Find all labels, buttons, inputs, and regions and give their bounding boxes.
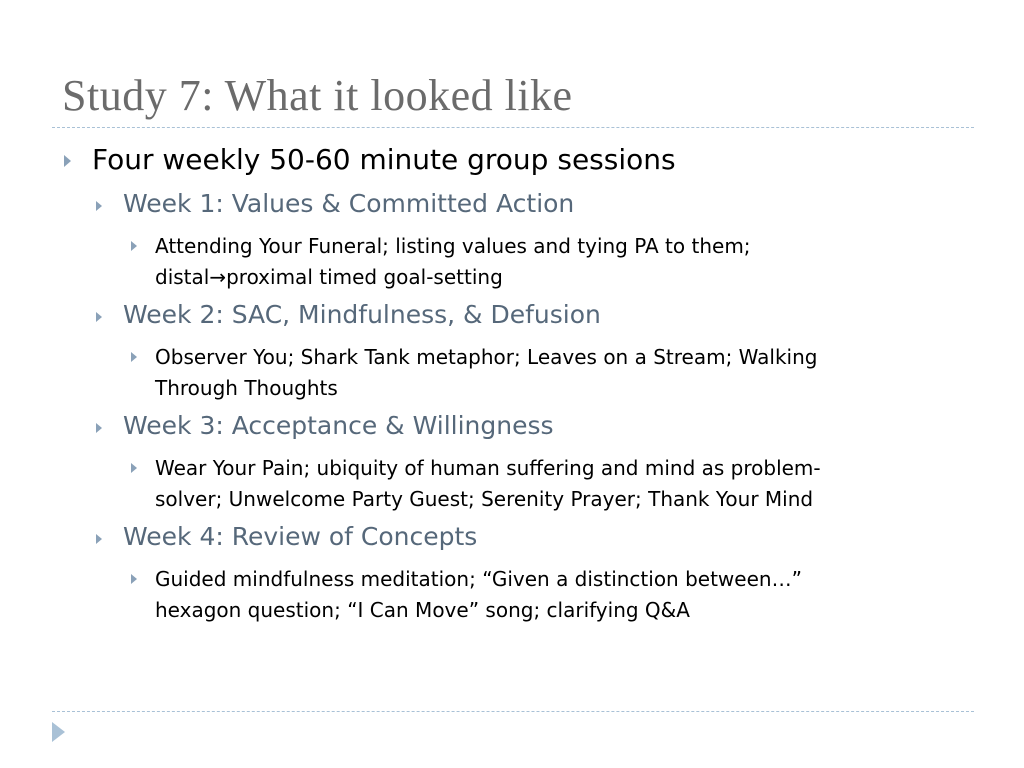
main-bullet: Four weekly 50-60 minute group sessions	[92, 143, 676, 176]
week-4-heading: Week 4: Review of Concepts	[123, 522, 478, 551]
week-4-detail-line-1: Guided mindfulness meditation; “Given a distinction between…”	[155, 567, 802, 591]
week-3-detail-line-2: solver; Unwelcome Party Guest; Serenity Prayer; Thank Your Mind	[155, 487, 814, 511]
week-1-detail-line-2: distal→proximal timed goal-setting	[155, 265, 503, 289]
bullet-arrow-icon	[131, 463, 137, 473]
footer-divider	[52, 711, 974, 712]
week-2-detail-line-1: Observer You; Shark Tank metaphor; Leaves on a Stream; Walking	[155, 345, 818, 369]
bullet-arrow-icon	[96, 312, 102, 322]
week-3-detail-line-1: Wear Your Pain; ubiquity of human suffering and mind as problem-	[155, 456, 821, 480]
bullet-arrow-icon	[64, 155, 71, 167]
title-divider	[52, 127, 974, 128]
bullet-arrow-icon	[131, 574, 137, 584]
week-1-heading: Week 1: Values & Committed Action	[123, 189, 575, 218]
bullet-arrow-icon	[131, 352, 137, 362]
bullet-arrow-icon	[96, 423, 102, 433]
bullet-arrow-icon	[96, 201, 102, 211]
slide-marker-icon	[52, 722, 65, 742]
week-2-detail-line-2: Through Thoughts	[155, 376, 338, 400]
week-3-heading: Week 3: Acceptance & Willingness	[123, 411, 554, 440]
bullet-arrow-icon	[131, 241, 137, 251]
week-4-detail-line-2: hexagon question; “I Can Move” song; clarifying Q&A	[155, 598, 690, 622]
week-2-heading: Week 2: SAC, Mindfulness, & Defusion	[123, 300, 601, 329]
week-1-detail-line-1: Attending Your Funeral; listing values and tying PA to them;	[155, 234, 751, 258]
bullet-arrow-icon	[96, 534, 102, 544]
slide-title: Study 7: What it looked like	[62, 71, 573, 120]
